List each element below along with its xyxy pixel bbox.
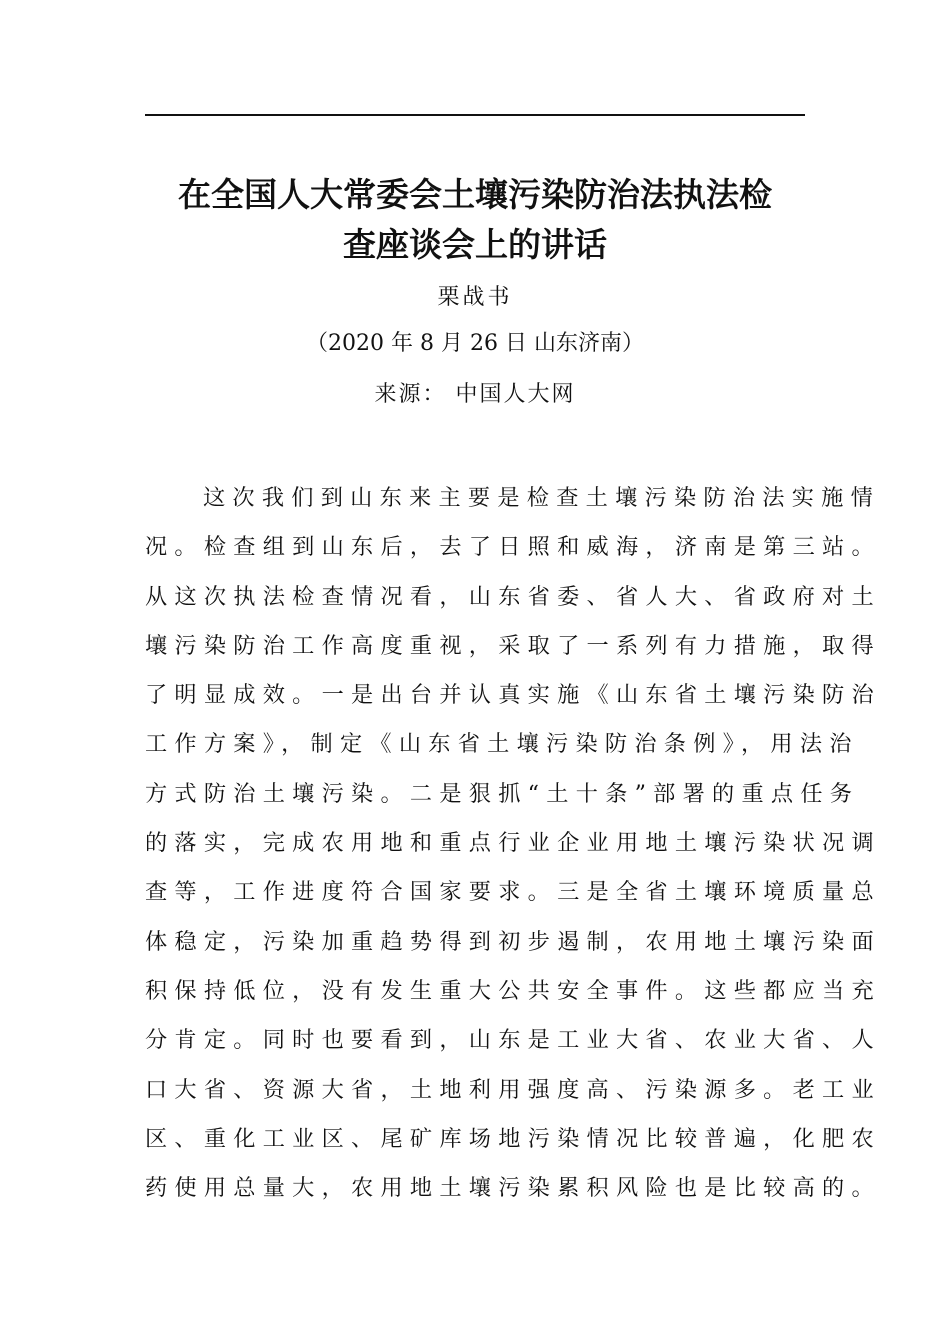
title-line: 查座谈会上的讲话 <box>343 225 607 264</box>
header-rule <box>145 114 805 116</box>
body-line: 的落实，完成农用地和重点行业企业用地土壤污染状况调 <box>145 830 881 857</box>
body-line: 查等，工作进度符合国家要求。三是全省土壤环境质量总 <box>145 879 881 906</box>
source: 来源： 中国人大网 <box>374 382 576 407</box>
author: 栗战书 <box>437 285 513 310</box>
body-line: 从这次执法检查情况看，山东省委、省人大、省政府对土 <box>145 583 881 610</box>
body-line: 了明显成效。一是出台并认真实施《山东省土壤污染防治 <box>145 682 881 709</box>
body-line: 这次我们到山东来主要是检查土壤污染防治法实施情 <box>203 485 881 511</box>
body-line: 工作方案》，制定《山东省土壤污染防治条例》，用法治 <box>145 731 859 758</box>
body-line: 体稳定，污染加重趋势得到初步遏制，农用地土壤污染面 <box>145 928 881 955</box>
date-location: （2020 年 8 月 26 日 山东济南） <box>306 331 644 356</box>
title-line: 在全国人大常委会土壤污染防治法执法检 <box>178 175 772 214</box>
body-line: 分肯定。同时也要看到，山东是工业大省、农业大省、人 <box>145 1027 881 1054</box>
body-line: 区、重化工业区、尾矿库场地污染情况比较普遍，化肥农 <box>145 1125 881 1152</box>
body-line: 口大省、资源大省，土地利用强度高、污染源多。老工业 <box>145 1076 881 1103</box>
body-paragraph <box>145 474 881 1213</box>
body-line: 方式防治土壤污染。二是狠抓“土十条”部署的重点任务 <box>145 780 860 807</box>
document-title <box>145 170 805 270</box>
body-line: 况。检查组到山东后，去了日照和威海，济南是第三站。 <box>145 534 881 561</box>
body-line: 药使用总量大，农用地土壤污染累积风险也是比较高的。 <box>145 1175 881 1202</box>
body-line: 积保持低位，没有发生重大公共安全事件。这些都应当充 <box>145 977 881 1004</box>
body-line: 壤污染防治工作高度重视，采取了一系列有力措施，取得 <box>145 632 881 659</box>
